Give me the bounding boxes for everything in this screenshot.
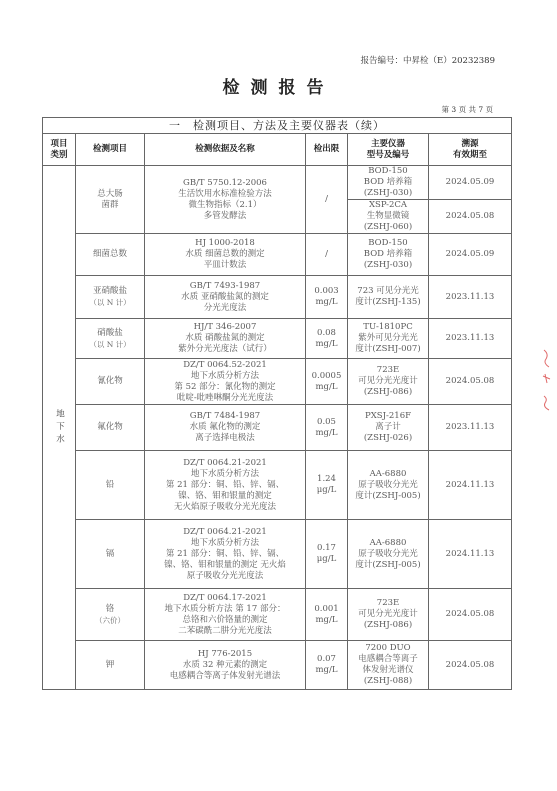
limit-cell: 0.17 μg/L: [306, 520, 348, 589]
table-row: [43, 319, 512, 359]
col-method-header: 检测依据及名称: [145, 134, 306, 166]
instrument-cell: XSP-2CA 生物显微镜 (ZSHJ-060): [348, 200, 429, 234]
instrument-cell: AA-6880 原子吸收分光光 度计(ZSHJ-005): [348, 451, 429, 520]
validity-cell: 2024.05.08: [429, 589, 512, 641]
item-cell: [76, 234, 145, 276]
col-category-header: 项目 类别: [43, 134, 76, 166]
limit-cell: 0.0005 mg/L: [306, 359, 348, 405]
item-name: 硝酸盐: [97, 327, 123, 338]
validity-cell: 2024.05.09: [429, 166, 512, 200]
section-title: 一 检测项目、方法及主要仪器表（续）: [43, 118, 512, 134]
item-name: 镉: [105, 548, 115, 559]
method-cell: DZ/T 0064.17-2021 地下水质分析方法 第 17 部分： 总铬和六价铬量的测定 二苯碳酰二肼分光光度法: [145, 589, 306, 641]
item-cell: [76, 405, 145, 451]
instrument-cell: AA-6880 原子吸收分光光 度计(ZSHJ-005): [348, 520, 429, 589]
validity-cell: 2024.05.08: [429, 641, 512, 690]
instrument-cell: 723E 可见分光光度计 (ZSHJ-086): [348, 359, 429, 405]
instrument-cell: PXSJ-216F 离子计 (ZSHJ-026): [348, 405, 429, 451]
item-cell: [76, 641, 145, 690]
item-name: 铬: [105, 603, 115, 614]
item-qualifier: （以 N 计）: [89, 298, 131, 307]
table-row: [43, 359, 512, 405]
validity-cell: 2024.05.08: [429, 359, 512, 405]
table-row: [43, 234, 512, 276]
item-cell: [76, 359, 145, 405]
item-name: 氟化物: [97, 422, 123, 432]
item-cell: [76, 451, 145, 520]
limit-cell: 0.003 mg/L: [306, 276, 348, 319]
method-cell: DZ/T 0064.21-2021 地下水质分析方法 第 21 部分：铜、铅、锌、镉、 镍、铬、钼和银量的测定 无火焰原子吸收分光光度法: [145, 451, 306, 520]
method-cell: GB/T 7484-1987 水质 氟化物的测定 离子选择电极法: [145, 405, 306, 451]
methods-table: [42, 117, 512, 690]
method-cell: HJ 776-2015 水质 32 种元素的测定 电感耦合等离子体发射光谱法: [145, 641, 306, 690]
validity-cell: 2024.11.13: [429, 451, 512, 520]
instrument-cell: TU-1810PC 紫外可见分光光 度计(ZSHJ-007): [348, 319, 429, 359]
red-stamp-mark: [541, 348, 553, 418]
limit-cell: /: [306, 166, 348, 234]
limit-cell: 0.001 mg/L: [306, 589, 348, 641]
table-row: [43, 451, 512, 520]
method-cell: GB/T 5750.12-2006 生活饮用水标准检验方法 微生物指标（2.1） 多管发酵法: [145, 166, 306, 234]
limit-cell: /: [306, 234, 348, 276]
item-name: 氰化物: [97, 376, 123, 386]
table-row: [43, 641, 512, 690]
method-cell: DZ/T 0064.52-2021 地下水质分析方法 第 52 部分：氰化物的测定 吡啶-吡唑啉酮分光光度法: [145, 359, 306, 405]
table-row: [43, 405, 512, 451]
method-cell: HJ/T 346-2007 水质 硝酸盐氮的测定 紫外分光光度法（试行）: [145, 319, 306, 359]
method-cell: DZ/T 0064.21-2021 地下水质分析方法 第 21 部分：铜、铅、锌、镉、 镍、铬、钼和银量的测定 无火焰 原子吸收分光光度法: [145, 520, 306, 589]
item-name: 铅: [105, 479, 115, 490]
col-instrument-header: 主要仪器 型号及编号: [348, 134, 429, 166]
validity-cell: 2024.11.13: [429, 520, 512, 589]
report-number: 报告编号：中昇检（E）20232389: [360, 56, 495, 66]
limit-cell: 0.08 mg/L: [306, 319, 348, 359]
item-name: 细菌总数: [92, 249, 127, 259]
validity-cell: 2023.11.13: [429, 405, 512, 451]
col-item-header: 检测项目: [76, 134, 145, 166]
item-name: 总大肠 菌群: [97, 188, 123, 210]
item-qualifier: （以 N 计）: [89, 339, 131, 349]
validity-cell: 2023.11.13: [429, 276, 512, 319]
item-cell: [76, 520, 145, 589]
item-qualifier: （六价）: [95, 615, 125, 625]
item-cell: [76, 166, 145, 234]
limit-cell: 1.24 μg/L: [306, 451, 348, 520]
instrument-cell: 7200 DUO 电感耦合等离子 体发射光谱仪 (ZSHJ-088): [348, 641, 429, 690]
item-cell: [76, 276, 145, 319]
validity-cell: 2024.05.08: [429, 200, 512, 234]
page-number: 第 3 页 共 7 页: [441, 105, 493, 114]
table-row: [43, 589, 512, 641]
table-row: [43, 520, 512, 589]
table-row: [43, 166, 512, 200]
table-row: [43, 276, 512, 319]
item-name: 亚硝酸盐: [92, 286, 127, 296]
validity-cell: 2024.05.09: [429, 234, 512, 276]
col-limit-header: 检出限: [306, 134, 348, 166]
method-cell: GB/T 7493-1987 水质 亚硝酸盐氮的测定 分光光度法: [145, 276, 306, 319]
validity-cell: 2023.11.13: [429, 319, 512, 359]
instrument-cell: BOD-150 BOD 培养箱 (ZSHJ-030): [348, 166, 429, 200]
item-cell: [76, 319, 145, 359]
method-cell: HJ 1000-2018 水质 细菌总数的测定 平皿计数法: [145, 234, 306, 276]
limit-cell: 0.07 mg/L: [306, 641, 348, 690]
limit-cell: 0.05 mg/L: [306, 405, 348, 451]
document-title: 检测报告: [222, 78, 335, 98]
instrument-cell: BOD-150 BOD 培养箱 (ZSHJ-030): [348, 234, 429, 276]
instrument-cell: 723 可见分光光 度计(ZSHJ-135): [348, 276, 429, 319]
item-name: 钾: [105, 659, 115, 670]
instrument-cell: 723E 可见分光光度计 (ZSHJ-086): [348, 589, 429, 641]
col-validity-header: 溯源 有效期至: [429, 134, 512, 166]
item-cell: [76, 589, 145, 641]
category-cell: 地下水: [43, 166, 76, 690]
